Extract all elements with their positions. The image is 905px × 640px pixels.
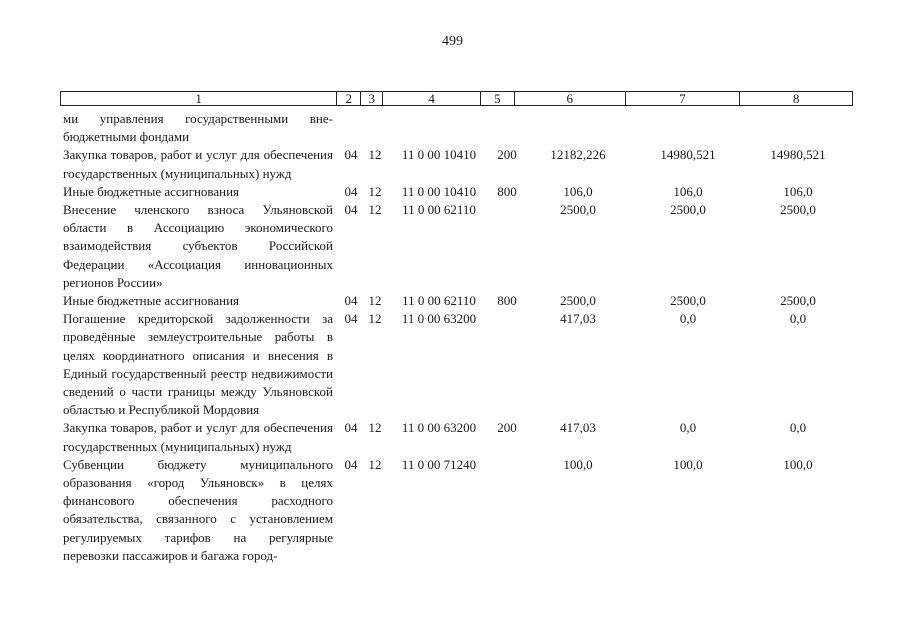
row-section: 04 [344,420,358,436]
row-target-code: 11 0 00 71240 [401,456,477,472]
row-amount-col7: 0,0 [679,311,697,327]
row-subsection: 12 [368,293,382,309]
row-target-code: 11 0 00 63200 [401,420,477,436]
row-amount-col6: 12182,226 [550,147,606,163]
row-amount-col6: 2500,0 [560,293,596,309]
row-description: Иные бюджетные ассигнования [63,183,240,199]
row-amount-col6: 100,0 [563,456,593,472]
row-amount-col6: 106,0 [563,183,593,199]
row-section: 04 [344,456,358,472]
row-amount-col6: 2500,0 [560,202,596,218]
row-amount-col7: 2500,0 [670,293,706,309]
header-col-2: 2 [337,92,361,105]
header-col-7: 7 [626,92,741,105]
row-expense-type: 800 [497,293,517,309]
row-section: 04 [344,183,358,199]
table-header [60,91,853,106]
row-description: Закупка товаров, работ и услуг для обеспечения государственных (муниципальных) нужд [63,147,333,181]
row-description: ми управления государственными вне-бюджетными фондами [63,111,333,145]
row-expense-type: 200 [497,147,517,163]
row-amount-col8: 14980,521 [770,147,826,163]
row-subsection: 12 [368,456,382,472]
row-amount-col7: 0,0 [679,420,697,436]
row-amount-col8: 106,0 [783,183,813,199]
row-amount-col6: 417,03 [560,311,596,327]
row-amount-col7: 100,0 [673,456,703,472]
header-col-3: 3 [361,92,383,105]
row-amount-col8: 0,0 [789,420,807,436]
row-expense-type: 800 [497,183,517,199]
table-body [0,110,905,565]
table-row [0,183,905,201]
row-section: 04 [344,202,358,218]
row-expense-type: 200 [497,420,517,436]
row-target-code: 11 0 00 10410 [401,147,477,163]
row-section: 04 [344,311,358,327]
header-col-1: 1 [61,92,337,105]
table-row [0,110,905,146]
row-subsection: 12 [368,147,382,163]
header-col-6: 6 [515,92,626,105]
row-description: Закупка товаров, работ и услуг для обеспечения государственных (муниципальных) нужд [63,420,333,454]
row-target-code: 11 0 00 62110 [402,293,476,309]
table-row [0,419,905,455]
row-subsection: 12 [368,183,382,199]
header-col-8: 8 [792,91,800,106]
row-amount-col8: 2500,0 [780,293,816,309]
page-number: 499 [442,34,463,49]
row-description: Внесение членского взноса Ульяновской области в Ассоциацию экономического взаимодействия субъектов Российской Федерации «Ассоциация инновационных регионов России» [63,202,333,290]
row-subsection: 12 [368,202,382,218]
row-target-code: 11 0 00 10410 [401,183,477,199]
row-subsection: 12 [368,420,382,436]
row-description: Погашение кредиторской задолженности за проведённые землеустроительные работы в целях координатного описания и внесения в Единый государственный реестр недвижимости сведений о части границы между Ульяновской областью и Республикой Мордовия [63,311,333,418]
row-target-code: 11 0 00 62110 [402,202,476,218]
header-col-5: 5 [481,92,515,105]
table-row [0,310,905,419]
row-amount-col8: 100,0 [783,456,813,472]
row-subsection: 12 [368,311,382,327]
row-amount-col7: 14980,521 [660,147,716,163]
row-amount-col8: 0,0 [789,311,807,327]
table-row [0,146,905,182]
row-section: 04 [344,147,358,163]
row-section: 04 [344,293,358,309]
table-row [0,201,905,292]
row-description: Иные бюджетные ассигнования [63,293,240,309]
row-amount-col7: 106,0 [673,183,703,199]
row-amount-col8: 2500,0 [780,202,816,218]
header-col-4: 4 [383,92,481,105]
row-amount-col6: 417,03 [560,420,596,436]
table-row [0,456,905,565]
row-amount-col7: 2500,0 [670,202,706,218]
row-target-code: 11 0 00 63200 [401,311,477,327]
table-row [0,292,905,310]
row-description: Субвенции бюджету муниципального образования «город Ульяновск» в целях финансового обеспечения расходного обязательства, связанного с установлением регулируемых тарифов на регулярные перевозки пассажиров и багажа город- [63,456,333,563]
